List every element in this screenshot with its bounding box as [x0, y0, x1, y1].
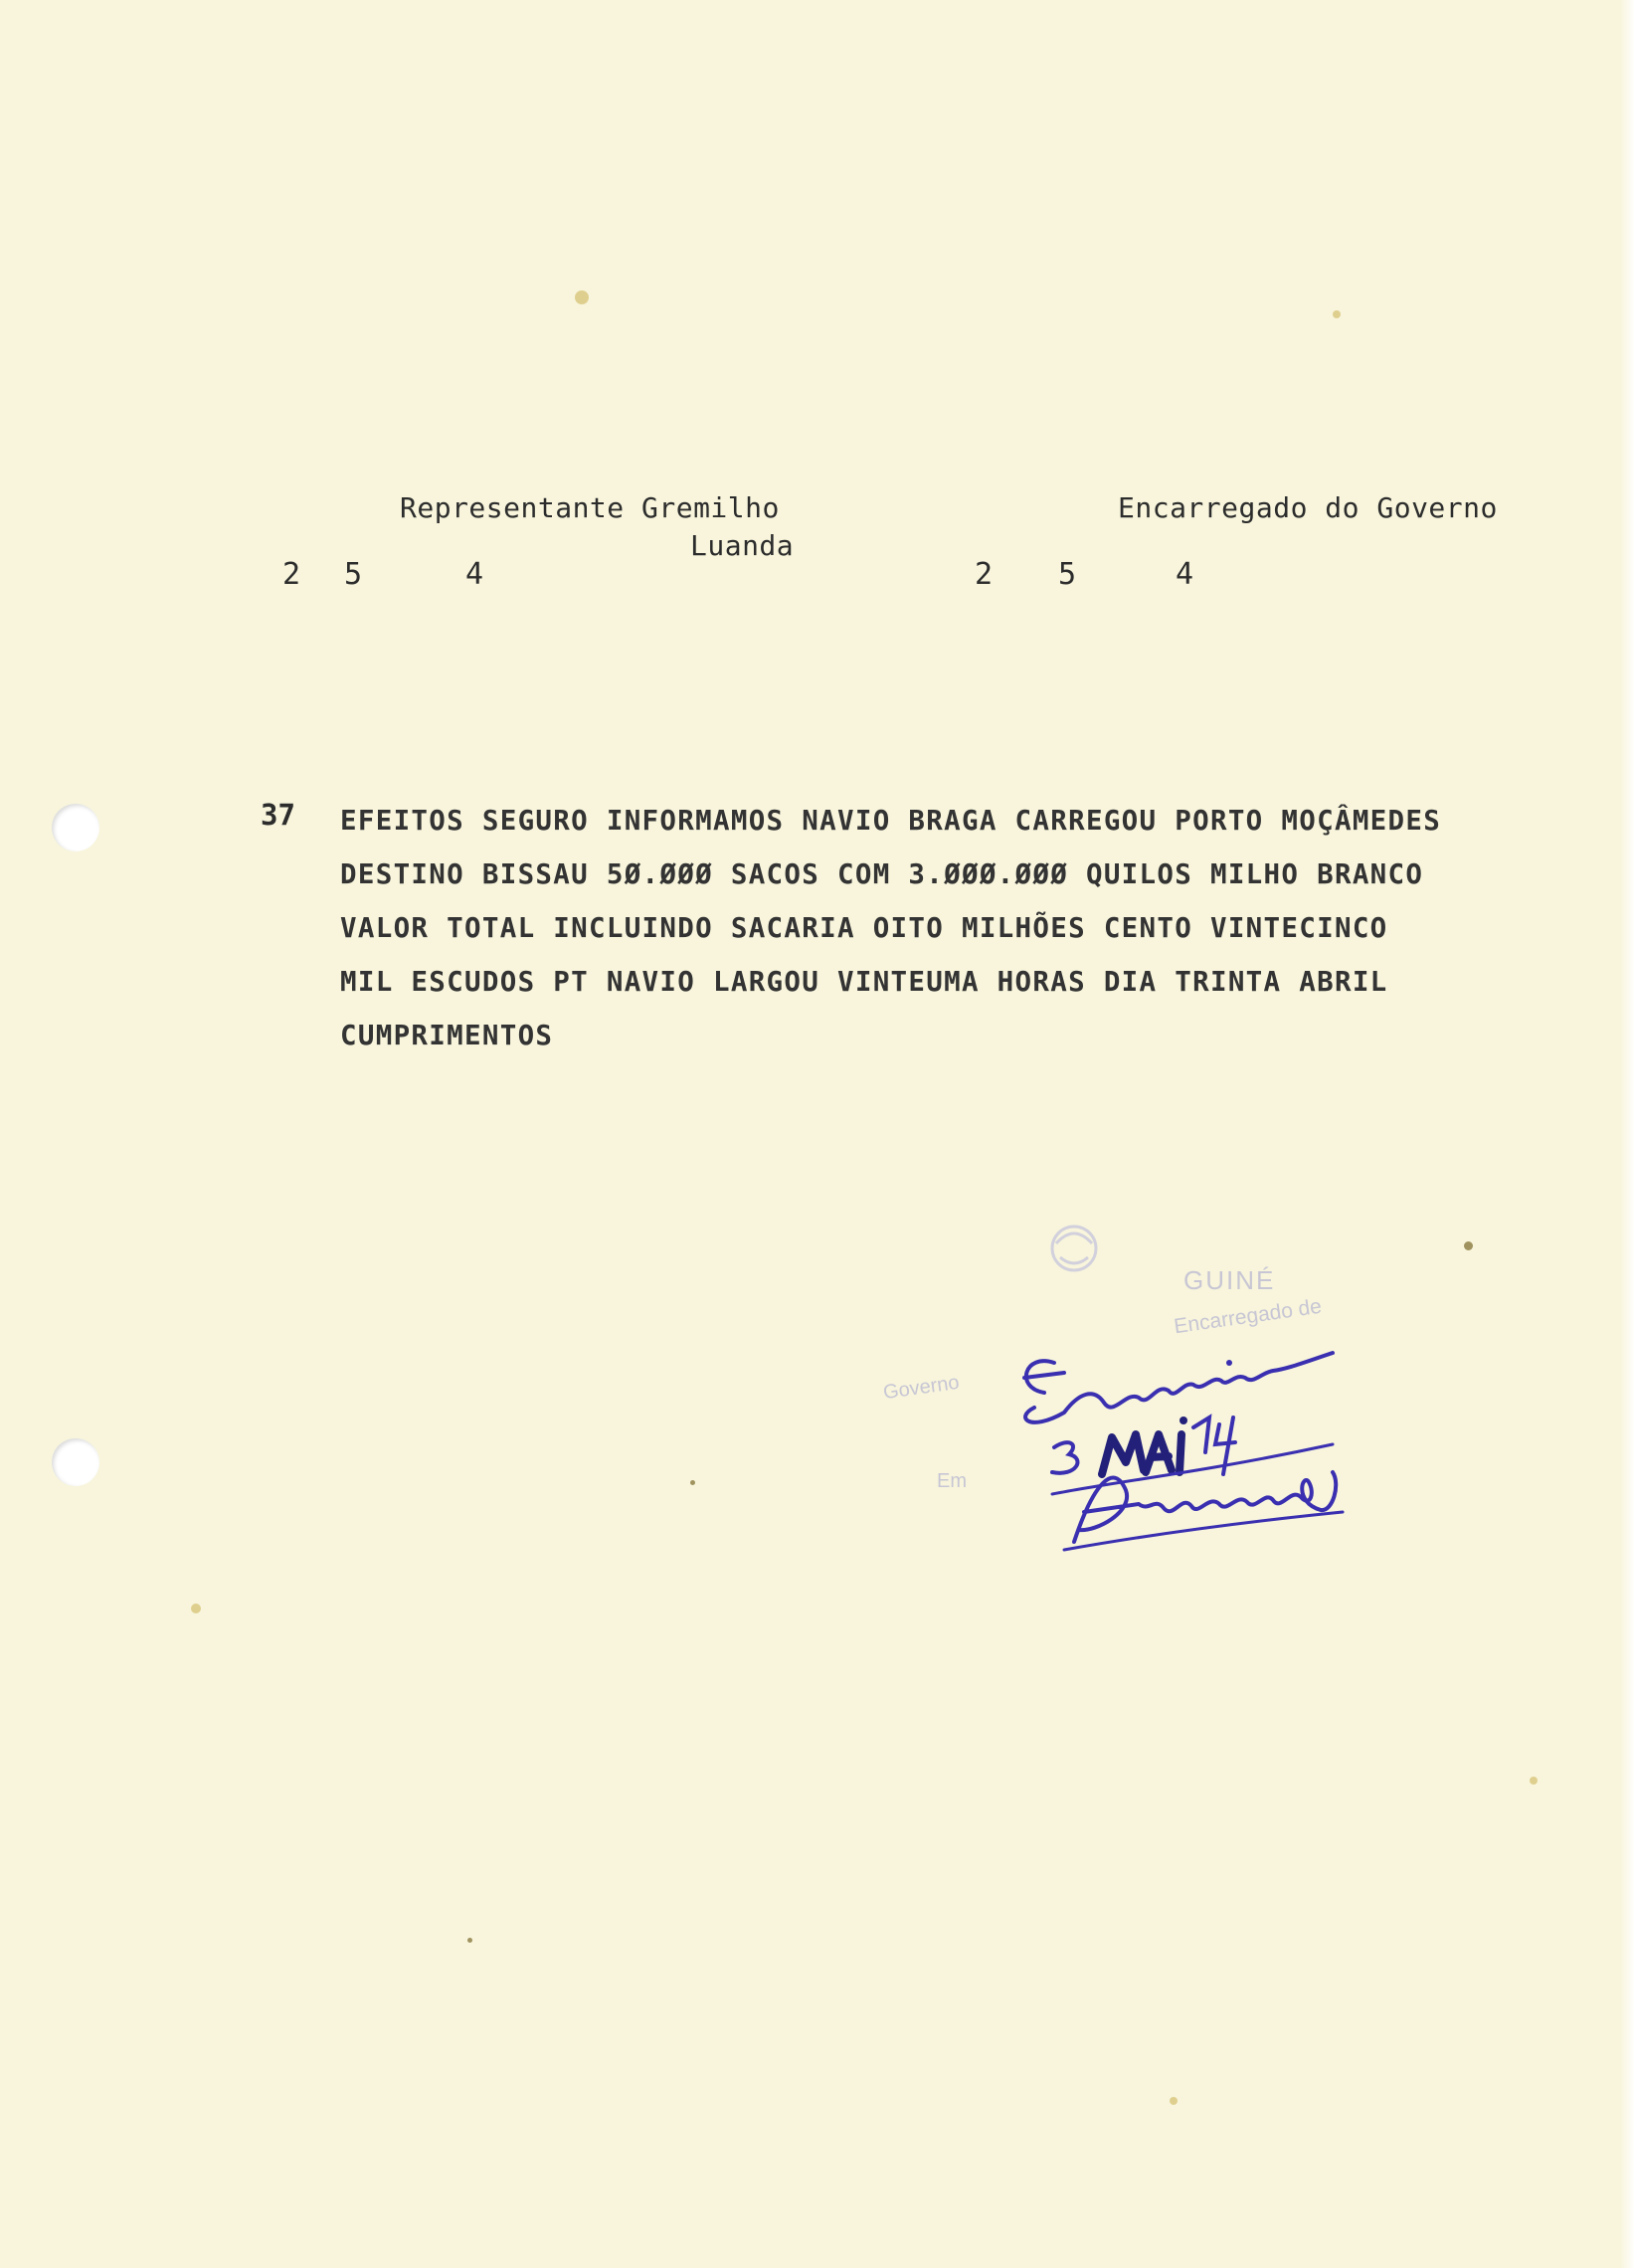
handwritten-annotation	[865, 1214, 1422, 1572]
recipient-ref-digit: 5	[1058, 557, 1077, 592]
paper-stain	[1333, 310, 1341, 318]
message-line: MIL ESCUDOS PT NAVIO LARGOU VINTEUMA HORAS DIA TRINTA ABRIL	[340, 966, 1388, 998]
telegram-message	[340, 794, 1563, 1062]
paper-stain	[1170, 2097, 1178, 2105]
stamp-text: Governo	[881, 1371, 961, 1405]
recipient-ref-digit: 2	[975, 557, 994, 592]
sender-heading: Representante Gremilho	[400, 491, 780, 524]
message-line: CUMPRIMENTOS	[340, 1020, 554, 1051]
message-line: DESTINO BISSAU 5Ø.ØØØ SACOS COM 3.ØØØ.ØØØ QUILOS MILHO BRANCO	[340, 858, 1424, 890]
paper-stain	[1464, 1241, 1473, 1250]
recipient-ref-digit: 4	[1176, 557, 1194, 592]
punch-hole-bottom	[52, 1438, 99, 1486]
punch-hole-top	[52, 804, 99, 851]
message-number: 37	[261, 798, 295, 832]
stamp-title: GUINÉ	[1183, 1265, 1276, 1295]
recipient-heading: Encarregado do Governo	[1118, 491, 1498, 524]
paper-stain	[467, 1938, 472, 1943]
paper-stain	[690, 1480, 695, 1485]
sender-location: Luanda	[690, 529, 795, 562]
message-line: EFEITOS SEGURO INFORMAMOS NAVIO BRAGA CARREGOU PORTO MOÇÂMEDES	[340, 805, 1442, 837]
sender-ref-digit: 4	[465, 557, 484, 592]
message-line: VALOR TOTAL INCLUINDO SACARIA OITO MILHÕES CENTO VINTECINCO	[340, 912, 1388, 944]
sender-ref-digit: 5	[344, 557, 363, 592]
stamp-text: Em	[937, 1470, 967, 1492]
paper-edge	[1620, 0, 1634, 2268]
sender-ref-digit: 2	[282, 557, 301, 592]
paper-stain	[191, 1604, 201, 1613]
receipt-stamp	[865, 1214, 1422, 1572]
paper-stain	[1530, 1777, 1538, 1785]
paper-stain	[575, 290, 589, 304]
stamp-text: Encarregado de	[1173, 1294, 1324, 1339]
